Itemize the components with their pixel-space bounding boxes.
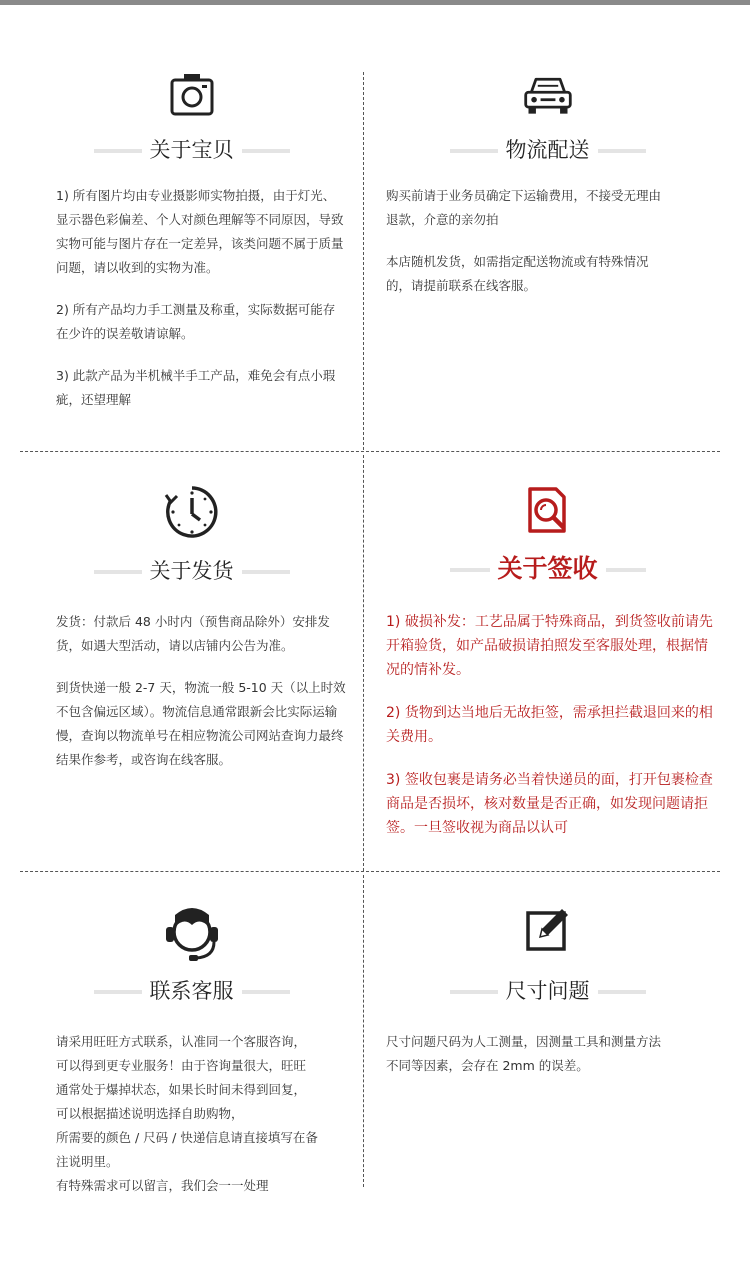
paragraph: 到货快递一般 2-7 天，物流一般 5-10 天（以上时效不包含偏远区域）。物流信息通常跟新会比实际运输慢，查询以物流单号在相应物流公司网站查询力最终结果作参考，或咨询在线客服。 <box>56 680 346 767</box>
vertical-divider <box>363 875 364 1187</box>
vertical-divider <box>363 72 364 450</box>
section-customer-service <box>20 875 363 1195</box>
section-logistics <box>365 0 730 450</box>
paragraph: 1) 破损补发：工艺品属于特殊商品，到货签收前请先开箱验货，如产品破损请拍照发至客服处理，根据情况的情补发。 <box>386 614 713 678</box>
section-about-item <box>20 0 363 450</box>
section-shipping <box>20 455 363 870</box>
section-title <box>20 556 363 586</box>
section-title-text: 关于宝贝 <box>142 135 242 165</box>
paragraph: 3) 此款产品为半机械半手工产品，难免会有点小瑕疵，还望理解 <box>56 368 336 407</box>
paragraph: 1) 所有图片均由专业摄影师实物拍摄，由于灯光、显示器色彩偏差、个人对颜色理解等不同原因，导致实物可能与图片存在一定差异，该类问题不属于质量问题，请以收到的实物为准。 <box>56 188 344 275</box>
paragraph: 通常处于爆掉状态，如果长时间未得到回复， <box>56 1082 307 1097</box>
paragraph: 有特殊需求可以留言，我们会一一处理 <box>56 1178 269 1193</box>
section-title-text: 关于签收 <box>489 554 605 584</box>
paragraph: 2) 货物到达当地后无故拒签，需承担拦截退回来的相关费用。 <box>386 705 713 745</box>
paragraph: 3) 签收包裹是请务必当着快递员的面，打开包裹检查商品是否损坏，核对数量是否正确，如发现问题请拒签。一旦签收视为商品以认可 <box>386 772 713 836</box>
vertical-divider <box>363 455 364 871</box>
section-size <box>365 875 730 1195</box>
section-title <box>20 135 363 165</box>
paragraph: 注说明里。 <box>56 1154 119 1169</box>
clock-icon <box>163 483 221 541</box>
section-receipt <box>365 455 730 870</box>
paragraph: 可以根据描述说明选择自助购物， <box>56 1106 244 1121</box>
section-title-text: 联系客服 <box>142 976 242 1006</box>
section-body <box>56 610 346 772</box>
paragraph: 所需要的颜色 / 尺码 / 快递信息请直接填写在备 <box>56 1130 318 1145</box>
section-title-text: 关于发货 <box>142 556 242 586</box>
section-title <box>365 554 730 584</box>
paragraph: 请采用旺旺方式联系，认准同一个客服咨询， <box>56 1034 307 1049</box>
section-body <box>56 1030 356 1198</box>
paragraph: 尺寸问题尺码为人工测量，因测量工具和测量方法不同等因素，会存在 2mm 的误差。 <box>386 1034 662 1073</box>
section-title-text: 物流配送 <box>498 135 598 165</box>
section-body <box>386 1030 661 1078</box>
horizontal-divider <box>20 871 720 872</box>
section-title-text: 尺寸问题 <box>498 976 598 1006</box>
paragraph: 购买前请于业务员确定下运输费用，不接受无理由退款，介意的亲勿拍 <box>386 188 662 227</box>
section-body <box>56 184 346 412</box>
section-body <box>386 184 661 298</box>
camera-icon <box>166 70 218 122</box>
section-body <box>386 610 716 859</box>
car-icon <box>522 70 574 122</box>
headset-icon <box>162 903 222 963</box>
paragraph: 2) 所有产品均力手工测量及称重，实际数据可能存在少许的误差敬请谅解。 <box>56 302 336 341</box>
section-title <box>365 976 730 1006</box>
paragraph: 可以得到更专业服务！由于咨询量很大，旺旺 <box>56 1058 307 1073</box>
paragraph: 本店随机发货，如需指定配送物流或有特殊情况的，请提前联系在线客服。 <box>386 254 649 293</box>
edit-icon <box>524 905 572 953</box>
section-title <box>365 135 730 165</box>
section-title <box>20 976 363 1006</box>
paragraph: 发货：付款后 48 小时内（预售商品除外）安排发货，如遇大型活动，请以店铺内公告为准。 <box>56 614 330 653</box>
document-search-icon <box>522 485 574 537</box>
horizontal-divider <box>20 451 720 452</box>
